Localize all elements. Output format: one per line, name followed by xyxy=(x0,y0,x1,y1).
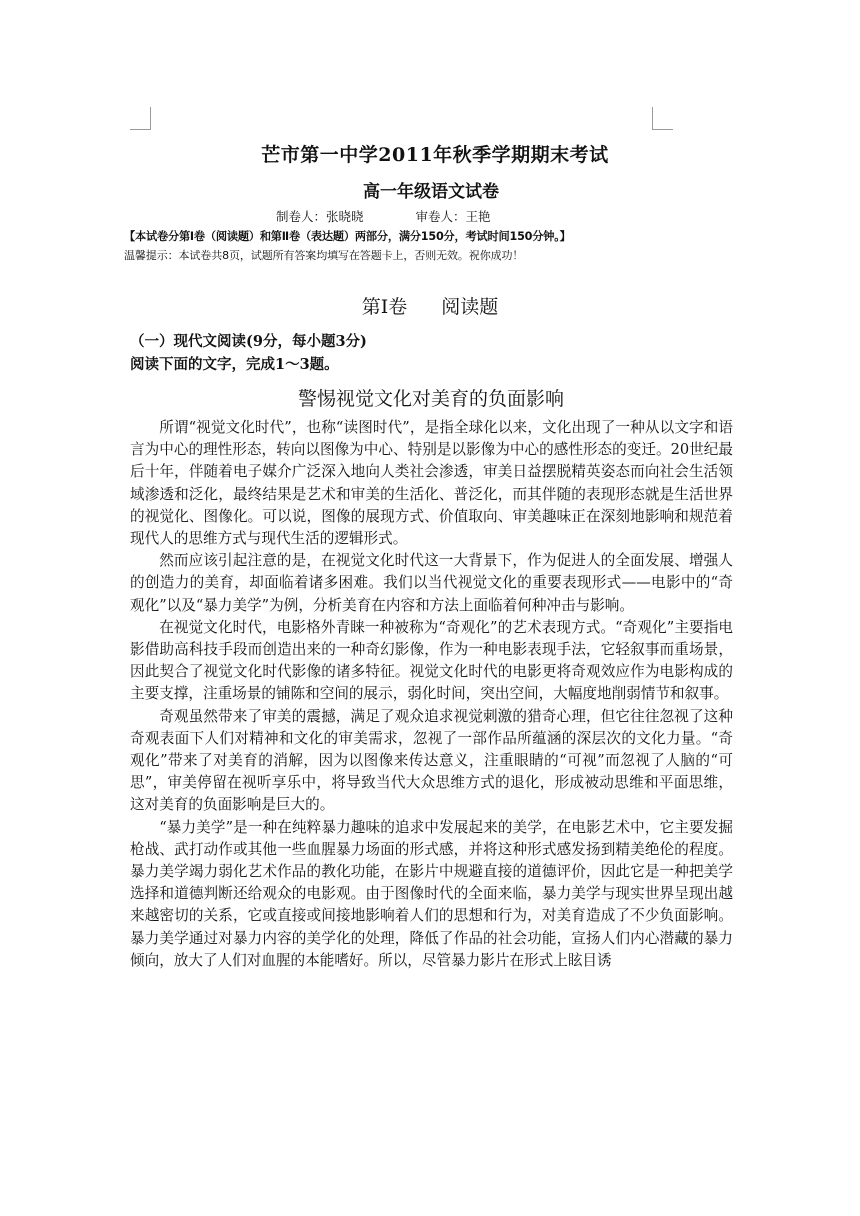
warm-tip: 温馨提示：本试卷共8页，试题所有答案均填写在答题卡上，否则无效。祝你成功！ xyxy=(124,249,524,262)
article-paragraph: “暴力美学”是一种在纯粹暴力趣味的追求中发展起来的美学，在电影艺术中，它主要发掘枪战、武打动作或其他一些血腥暴力场面的形式感，并将这种形式感发扬到精美绝伦的程度。暴力美学竭力弱化艺术作品的教化功能，在影片中规避直接的道德评价，因此它是一种把美学选择和道德判断还给观众的电影观。由于图像时代的全面来临，暴力美学与现实世界呈现出越来越密切的关系，它或直接或间接地影响着人们的思想和行为，对美育造成了不少负面影响。暴力美学通过对暴力内容的美学化的处理，降低了作品的社会功能，宣扬人们内心潜藏的暴力倾向，放大了人们对血腥的本能嗜好。所以，尽管暴力影片在形式上眩目诱 xyxy=(130,818,733,969)
volume-name: 阅读题 xyxy=(441,296,499,318)
section-instruction: 阅读下面的文字，完成1～3题。 xyxy=(130,356,339,373)
setter-line xyxy=(276,207,491,225)
article-title: 警惕视觉文化对美育的负面影响 xyxy=(297,388,564,410)
article-paragraph: 所谓“视觉文化时代”，也称“读图时代”，是指全球化以来，文化出现了一种从以文字和语言为中心的理性形态，转向以图像为中心、特别是以影像为中心的感性形态的变迁。20世纪最后十年，伴随着电子媒介广泛深入地向人类社会渗透，审美日益摆脱精英姿态而向社会生活领域渗透和泛化，最终结果是艺术和审美的生活化、普泛化，而其伴随的表现形态就是生活世界的视觉化、图像化。可以说，图像的展现方式、价值取向、审美趣味正在深刻地影响和规范着现代人的思维方式与现代生活的逻辑形式。 xyxy=(130,419,733,548)
subject-title: 高一年级语文试卷 xyxy=(363,182,499,202)
article-body xyxy=(130,417,733,972)
volume-heading xyxy=(0,292,860,319)
crop-mark-right xyxy=(652,107,673,130)
section-heading: （一）现代文阅读(9分，每小题3分) xyxy=(130,333,367,350)
article-paragraph: 然而应该引起注意的是，在视觉文化时代这一大背景下，作为促进人的全面发展、增强人的创造力的美育，却面临着诸多困难。我们以当代视觉文化的重要表现形式——电影中的“奇观化”以及“暴力美学”为例，分析美育在内容和方法上面临着何种冲击与影响。 xyxy=(130,552,733,614)
school-exam-title: 芒市第一中学2011年秋季学期期末考试 xyxy=(261,144,609,166)
paper-structure-note: 【本试卷分第Ⅰ卷（阅读题）和第Ⅱ卷（表达题）两部分，满分150分，考试时间150分钟。】 xyxy=(124,230,571,243)
setter-name: 制卷人：张晓晓 xyxy=(276,209,364,224)
article-paragraph: 奇观虽然带来了审美的震撼，满足了观众追求视觉刺激的猎奇心理，但它往往忽视了这种奇观表面下人们对精神和文化的审美需求，忽视了一部作品所蕴涵的深层次的文化力量。“奇观化”带来了对美育的消解，因为以图像来传达意义，注重眼睛的“可视”而忽视了人脑的“可思”，审美停留在视听享乐中，将导致当代大众思维方式的退化，形成被动思维和平面思维，这对美育的负面影响是巨大的。 xyxy=(130,707,733,814)
crop-mark-left xyxy=(130,107,151,130)
volume-label: 第Ⅰ卷 xyxy=(361,296,408,318)
reviewer-name: 审卷人：王艳 xyxy=(415,209,491,224)
article-paragraph: 在视觉文化时代，电影格外青睐一种被称为“奇观化”的艺术表现方式。“奇观化”主要指电影借助高科技手段而创造出来的一种奇幻影像，作为一种电影表现手法，它轻叙事而重场景，因此契合了视觉文化时代影像的诸多特征。视觉文化时代的电影更将奇观效应作为电影构成的主要支撑，注重场景的铺陈和空间的展示，弱化时间，突出空间，大幅度地削弱情节和叙事。 xyxy=(130,618,733,703)
